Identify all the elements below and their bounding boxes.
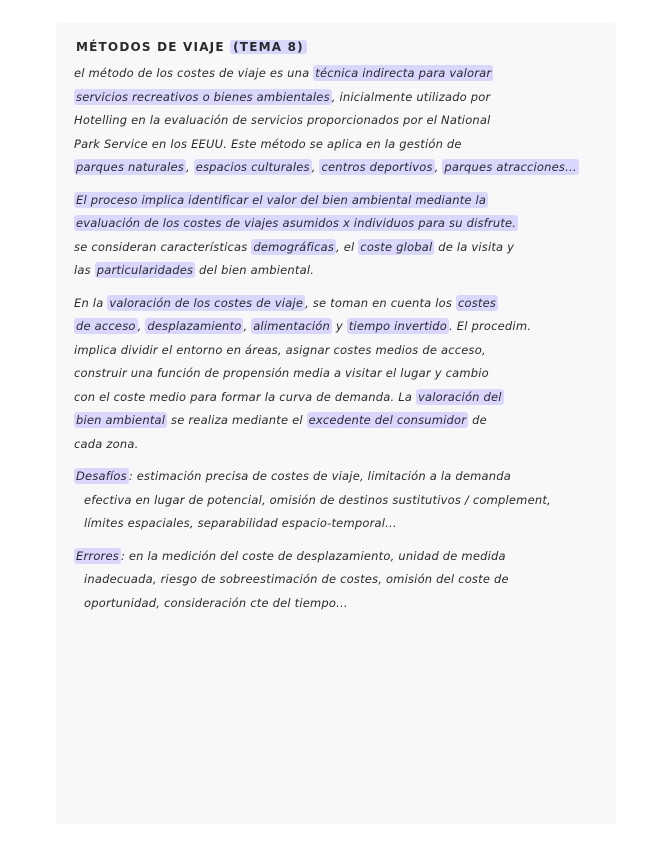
- highlighted-text: técnica indirecta para valorar: [315, 66, 492, 80]
- highlighted-text: espacios culturales: [195, 160, 310, 174]
- note-text: y: [332, 319, 347, 333]
- note-paragraph: [74, 292, 600, 457]
- highlighted-text: costes: [457, 295, 497, 310]
- highlighted-text: tiempo invertido: [348, 319, 448, 333]
- note-paragraph: [74, 545, 600, 616]
- highlighted-text: excedente del consumidor: [308, 413, 467, 427]
- note-text: , el: [336, 239, 359, 254]
- highlighted-text: particularidades: [96, 263, 194, 277]
- note-line: [74, 259, 600, 283]
- note-line: [74, 86, 600, 110]
- note-line: [74, 133, 600, 157]
- note-text: En la: [74, 295, 108, 310]
- note-text: ,: [243, 319, 252, 333]
- note-line: [74, 512, 600, 536]
- note-text: ,: [137, 319, 146, 333]
- highlighted-text: Errores: [76, 548, 119, 563]
- note-text: efectiva en lugar de potencial, omisión de destinos sustitutivos / complement,: [84, 492, 551, 507]
- note-paragraph: [74, 465, 600, 536]
- note-text: implica dividir el entorno en áreas, asignar costes medios de acceso,: [74, 342, 486, 357]
- note-text: cada zona.: [74, 436, 139, 451]
- highlighted-text: de acceso: [76, 319, 136, 333]
- highlighted-text: valoración de los costes de viaje: [109, 295, 304, 310]
- note-paragraph: [74, 189, 600, 283]
- highlighted-text: desplazamiento: [147, 319, 242, 333]
- note-text: se realiza mediante el: [167, 413, 307, 427]
- highlighted-text: Desafíos: [76, 469, 127, 483]
- note-text: límites espaciales, separabilidad espacio-temporal...: [84, 516, 397, 530]
- note-text: con el coste medio para formar la curva de demanda. La: [74, 389, 416, 404]
- page-title: [74, 40, 309, 54]
- note-text: ,: [434, 160, 443, 174]
- note-text: ,: [311, 160, 320, 174]
- note-line: [74, 315, 600, 339]
- highlighted-text: valoración del: [417, 389, 502, 404]
- note-text: construir una función de propensión media a visitar el lugar y cambio: [74, 366, 489, 380]
- note-text: , se toman en cuenta los: [305, 295, 456, 310]
- highlighted-text: coste global: [360, 239, 433, 254]
- note-text: : en la medición del coste de desplazamiento, unidad de medida: [120, 548, 506, 563]
- note-line: [74, 409, 600, 433]
- note-text: ,: [185, 160, 194, 174]
- note-text: del bien ambiental.: [195, 263, 315, 277]
- highlighted-text: centros deportivos: [321, 160, 433, 174]
- note-text: , inicialmente utilizado por: [331, 89, 491, 104]
- note-text: se consideran características: [74, 239, 252, 254]
- note-text: . El procedim.: [449, 319, 532, 333]
- note-text: de la visita y: [434, 239, 515, 254]
- highlighted-text: evaluación de los costes de viajes asumidos x individuos para su disfrute.: [76, 216, 517, 230]
- note-text: inadecuada, riesgo de sobreestimación de costes, omisión del coste de: [84, 572, 509, 586]
- note-line: [74, 592, 600, 616]
- note-text: oportunidad, consideración cte del tiempo...: [84, 595, 348, 610]
- note-line: [74, 189, 600, 213]
- note-line: [74, 386, 600, 410]
- highlighted-text: parques atracciones...: [444, 160, 577, 174]
- highlighted-text: servicios recreativos o bienes ambientales: [76, 89, 330, 104]
- highlighted-text: bien ambiental: [76, 413, 166, 427]
- note-line: [74, 156, 600, 180]
- highlighted-text: alimentación: [253, 319, 330, 333]
- note-line: [74, 62, 600, 86]
- note-line: [74, 489, 600, 513]
- note-text: : estimación precisa de costes de viaje, limitación a la demanda: [128, 469, 511, 483]
- title-highlight: (TEMA 8): [230, 40, 307, 54]
- note-text: Park Service en los EEUU. Este método se aplica en la gestión de: [74, 136, 462, 151]
- note-line: [74, 109, 600, 133]
- note-line: [74, 236, 600, 260]
- note-line: [74, 292, 600, 316]
- note-line: [74, 212, 600, 236]
- notebook-page: [56, 22, 616, 824]
- highlighted-text: demográficas: [253, 239, 335, 254]
- paragraph-list: [74, 62, 600, 615]
- highlighted-text: El proceso implica identificar el valor del bien ambiental mediante la: [76, 192, 487, 207]
- note-line: [74, 545, 600, 569]
- note-text: el método de los costes de viaje es una: [74, 66, 314, 80]
- note-line: [74, 362, 600, 386]
- notes-content: [74, 40, 600, 624]
- title-text: MÉTODOS DE VIAJE: [76, 40, 231, 54]
- note-line: [74, 465, 600, 489]
- note-line: [74, 433, 600, 457]
- note-paragraph: [74, 62, 600, 180]
- note-text: las: [74, 263, 95, 277]
- highlighted-text: parques naturales: [76, 160, 184, 174]
- note-text: Hotelling en la evaluación de servicios proporcionados por el National: [74, 113, 491, 127]
- note-line: [74, 339, 600, 363]
- note-text: de: [468, 413, 487, 427]
- note-line: [74, 568, 600, 592]
